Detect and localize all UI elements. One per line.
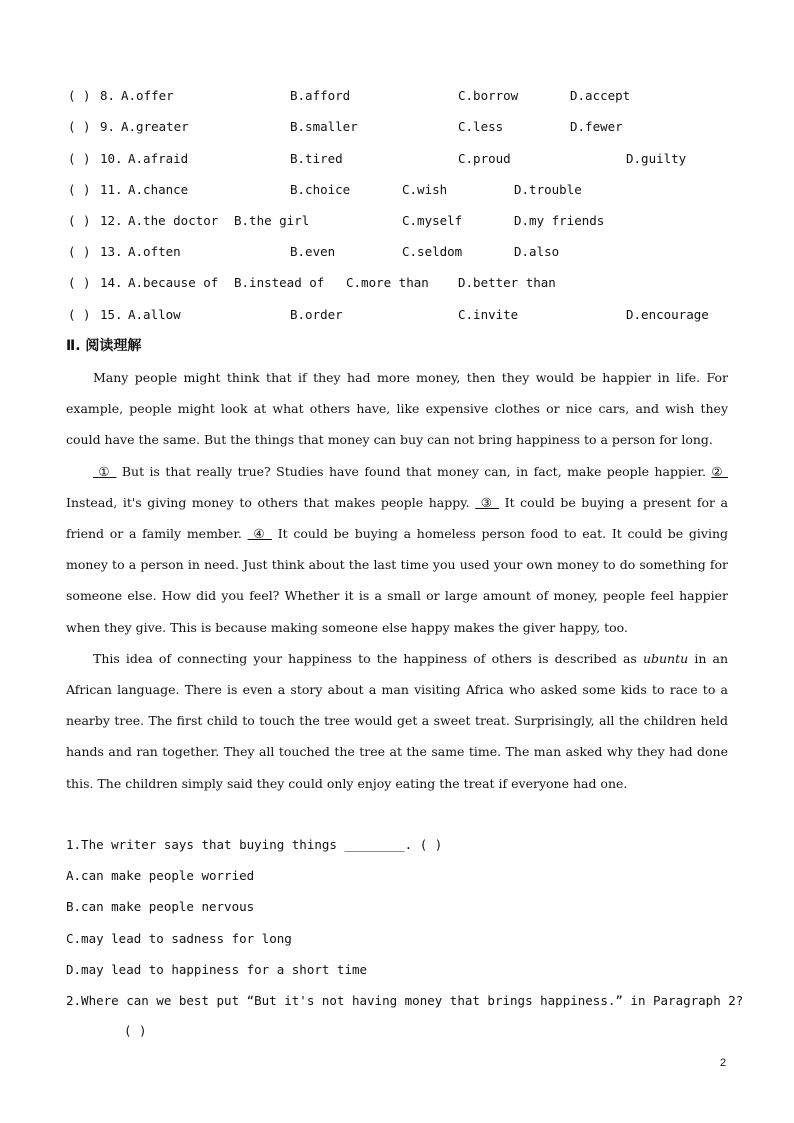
option-c[interactable]: C.borrow <box>458 88 519 103</box>
option-b[interactable]: B.even <box>290 244 336 259</box>
ubuntu-term: ubuntu <box>642 650 689 666</box>
blank-3[interactable]: ③ <box>475 494 500 510</box>
question-number: 11. <box>100 182 123 197</box>
answer-paren[interactable]: ( ) <box>68 307 91 322</box>
answer-paren[interactable]: ( ) <box>68 244 91 259</box>
reading-passage <box>66 362 728 799</box>
passage-paragraph-2: ① But is that really true? Studies have found that money can, in fact, make people happier. ② Instead, it's giving money to others that makes people happy. ③ It could be buying a present for a friend or a family member. ④ It could be buying a homeless person food to eat. It could be giving money to a person in need. Just think about the last time you used your own money to do something for someone else. How did you feel? Whether it is a small or large amount of money, people feel happier when they give. This is because making someone else happy makes the giver happy, too. <box>66 463 729 635</box>
question-1-option-c[interactable]: C.may lead to sadness for long <box>66 931 292 946</box>
option-b[interactable]: B.instead of <box>234 275 325 290</box>
option-c[interactable]: C.proud <box>458 151 511 166</box>
blank-2[interactable]: ② <box>711 463 728 479</box>
option-b[interactable]: B.the girl <box>234 213 310 228</box>
option-d[interactable]: D.encourage <box>626 307 709 322</box>
answer-paren[interactable]: ( ) <box>68 182 91 197</box>
option-d[interactable]: D.accept <box>570 88 631 103</box>
option-a[interactable]: A.greater <box>121 119 189 134</box>
option-a[interactable]: A.the doctor <box>128 213 219 228</box>
option-d[interactable]: D.my friends <box>514 213 605 228</box>
option-a[interactable]: A.often <box>128 244 181 259</box>
option-b[interactable]: B.choice <box>290 182 351 197</box>
question-2-answer-paren[interactable]: ( ) <box>124 1023 147 1038</box>
answer-paren[interactable]: ( ) <box>68 213 91 228</box>
question-number: 9. <box>100 119 116 134</box>
option-c[interactable]: C.invite <box>458 307 519 322</box>
option-d[interactable]: D.guilty <box>626 151 687 166</box>
option-a[interactable]: A.offer <box>121 88 174 103</box>
option-c[interactable]: C.less <box>458 119 504 134</box>
question-number: 12. <box>100 213 123 228</box>
answer-paren[interactable]: ( ) <box>68 151 91 166</box>
question-number: 10. <box>100 151 123 166</box>
passage-paragraph-3: This idea of connecting your happiness to the happiness of others is described as ubuntu in an African language. There is even a story about a man visiting Africa who asked some kids to race to a nearby tree. The first child to touch the tree would get a sweet treat. Surprisingly, all the children held hands and ran together. They all touched the tree at the same time. The man asked why they had done this. The children simply said they could only enjoy eating the treat if everyone had one. <box>66 650 729 791</box>
question-1-stem: 1.The writer says that buying things ________. ( ) <box>66 837 443 852</box>
question-1-option-b[interactable]: B.can make people nervous <box>66 899 255 914</box>
option-d[interactable]: D.better than <box>458 275 556 290</box>
question-number: 14. <box>100 275 123 290</box>
option-c[interactable]: C.seldom <box>402 244 463 259</box>
option-a[interactable]: A.afraid <box>128 151 189 166</box>
option-d[interactable]: D.trouble <box>514 182 582 197</box>
question-number: 8. <box>100 88 116 103</box>
blank-1[interactable]: ① <box>93 463 117 479</box>
option-b[interactable]: B.order <box>290 307 343 322</box>
option-c[interactable]: C.more than <box>346 275 429 290</box>
option-d[interactable]: D.also <box>514 244 560 259</box>
option-a[interactable]: A.because of <box>128 275 219 290</box>
option-b[interactable]: B.tired <box>290 151 343 166</box>
answer-paren[interactable]: ( ) <box>68 119 91 134</box>
question-1-option-a[interactable]: A.can make people worried <box>66 868 255 883</box>
answer-paren[interactable]: ( ) <box>68 275 91 290</box>
option-b[interactable]: B.smaller <box>290 119 358 134</box>
question-number: 13. <box>100 244 123 259</box>
option-a[interactable]: A.allow <box>128 307 181 322</box>
option-b[interactable]: B.afford <box>290 88 351 103</box>
answer-paren[interactable]: ( ) <box>68 88 91 103</box>
question-1-option-d[interactable]: D.may lead to happiness for a short time <box>66 962 368 977</box>
option-d[interactable]: D.fewer <box>570 119 623 134</box>
page-number: 2 <box>720 1057 727 1069</box>
option-c[interactable]: C.wish <box>402 182 448 197</box>
passage-paragraph-1: Many people might think that if they had more money, then they would be happier in life. For example, people might look at what others have, like expensive clothes or nice cars, and wish they could have the same. But the things that money can buy can not bring happiness to a person for long. <box>66 370 728 448</box>
question-2-stem: 2.Where can we best put “But it's not having money that brings happiness.” in Paragraph 2? <box>66 993 744 1008</box>
option-c[interactable]: C.myself <box>402 213 463 228</box>
option-a[interactable]: A.chance <box>128 182 189 197</box>
section-title: Ⅱ. 阅读理解 <box>66 338 142 354</box>
blank-4[interactable]: ④ <box>247 526 272 542</box>
question-number: 15. <box>100 307 123 322</box>
